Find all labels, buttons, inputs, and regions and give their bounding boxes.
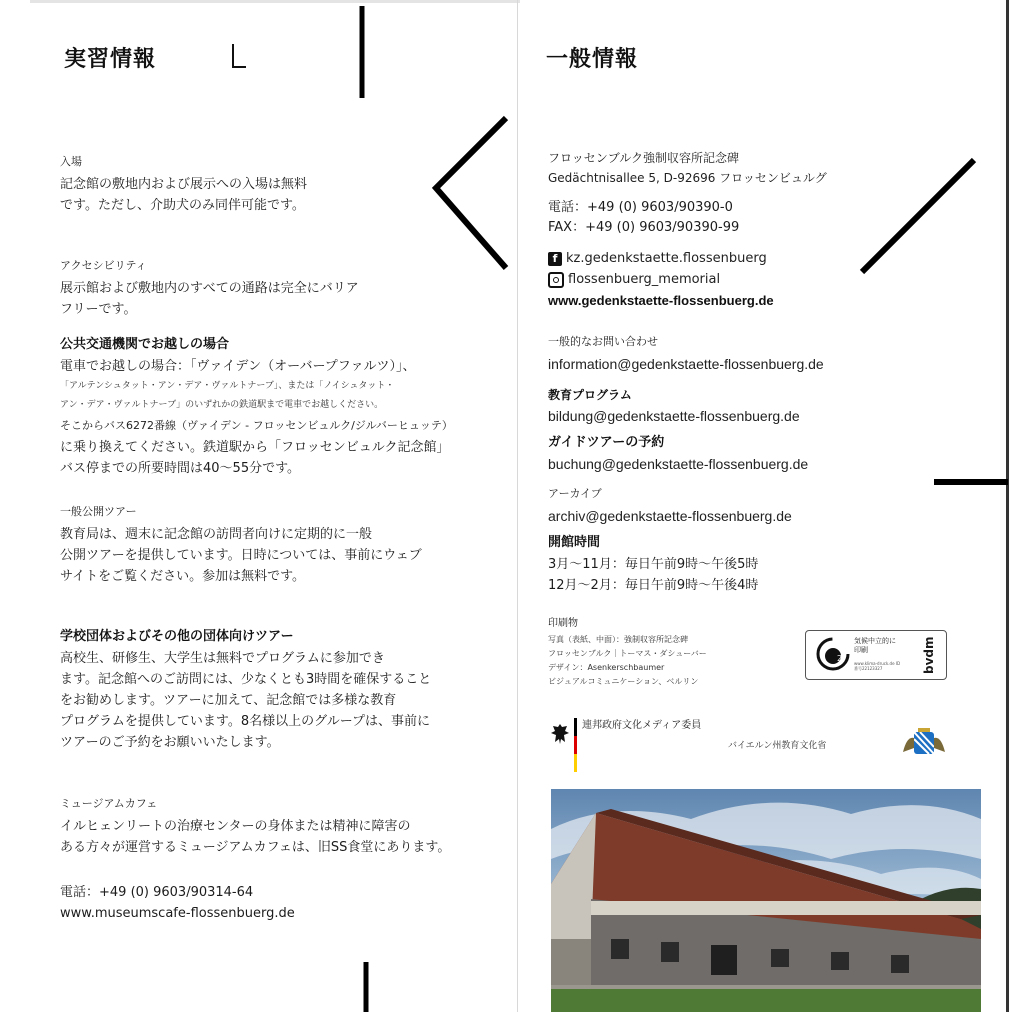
address-section <box>548 150 988 312</box>
imprint-label: 印刷物 <box>548 618 578 629</box>
contact-booking-email[interactable]: buchung@gedenkstaette-flossenbuerg.de <box>548 456 809 472</box>
svg-text:2: 2 <box>837 654 843 663</box>
transport-label: 公共交通機関でお越しの場合 <box>60 337 230 352</box>
school-tour-label: 学校団体およびその他の団体向けツアー <box>60 629 294 644</box>
memorial-phone: 電話：+49 (0) 9603/90390-0 <box>548 200 733 215</box>
opening-hours-line-1: 3月～11月：毎日午前9時～午後5時 <box>548 557 759 572</box>
bvdm-logo: bvdm <box>922 636 936 674</box>
contact-education-email[interactable]: bildung@gedenkstaette-flossenbuerg.de <box>548 408 800 424</box>
bavaria-sponsor-text: バイエルン州教育文化省 <box>728 741 827 751</box>
left-page-heading: 実習情報 <box>64 47 157 72</box>
cafe-phone: 電話：+49 (0) 9603/90314-64 <box>60 885 254 900</box>
transport-section <box>60 336 490 479</box>
admission-label: 入場 <box>60 155 82 168</box>
federal-eagle-icon <box>550 722 570 746</box>
memorial-website[interactable]: www.gedenkstaette-flossenbuerg.de <box>548 293 774 308</box>
page-right-edge <box>1006 0 1009 1012</box>
instagram-row[interactable] <box>548 269 988 290</box>
accessibility-text: 展示館および敷地内のすべての通路は完全にバリア フリーです。 <box>60 281 359 317</box>
facebook-row[interactable] <box>548 248 988 269</box>
admission-section <box>60 154 490 216</box>
climate-badge-text: 気候中立的に 印刷 <box>854 637 896 654</box>
transport-line-4: に乗り換えてください。鉄道駅から「フロッセンビュルク記念館」 バス停までの所要時間は40～55分です。 <box>60 440 450 476</box>
school-tour-section <box>60 628 490 753</box>
contact-archive-email[interactable]: archiv@gedenkstaette-flossenbuerg.de <box>548 508 792 524</box>
transport-line-3: そこからバス6272番線（ヴァイデン - フロッセンビュルク/ジルバーヒュッテ） <box>60 419 453 432</box>
contact-general-label: 一般的なお問い合わせ <box>548 335 658 348</box>
opening-hours <box>548 534 988 596</box>
imprint-section <box>548 616 798 689</box>
memorial-street: Gedächtnisallee 5, D-92696 フロッセンビュルグ <box>548 171 827 185</box>
contact-booking-label: ガイドツアーの予約 <box>548 435 665 450</box>
memorial-name: フロッセンブルク強制収容所記念碑 <box>548 151 740 165</box>
accessibility-label: アクセシビリティ <box>60 259 147 272</box>
federal-sponsor-text: 連邦政府文化メディア委員 <box>582 720 702 731</box>
bavaria-crest-icon <box>900 728 948 758</box>
contact-archive <box>548 486 988 526</box>
climate-badge-id: www.klima-druck.de ID 番号22123327 <box>854 661 901 671</box>
memorial-building-photo <box>551 789 981 1012</box>
cafe-label: ミュージアムカフェ <box>60 797 158 810</box>
facebook-handle: kz.gedenkstaette.flossenbuerg <box>566 251 767 266</box>
instagram-icon <box>548 272 564 288</box>
cafe-text: イルヒェンリートの治療センターの身体または精神に障害の ある方々が運営するミュージアムカフェは、旧SS食堂にあります。 <box>60 819 451 855</box>
contact-booking <box>548 434 988 474</box>
contact-education <box>548 386 988 426</box>
school-tour-text: 高校生、研修生、大学生は無料でプログラムに参加でき ます。記念館へのご訪問には、少なくとも3時間を確保すること をお勧めします。ツアーに加えて、記念館では多様な教育 プログラムを提供しています。8名様以上のグループは、事前に ツアーのご予約をお願いいたします。 <box>60 651 432 750</box>
instagram-handle: flossenbuerg_memorial <box>568 272 721 287</box>
transport-line-1: 電車でお越しの場合：「ヴァイデン（オーバープファルツ）」、 <box>60 359 416 374</box>
admission-text: 記念館の敷地内および展示への入場は無料 です。ただし、介助犬のみ同伴可能です。 <box>60 177 308 213</box>
right-page-heading: 一般情報 <box>546 47 639 72</box>
page-top-edge <box>30 0 520 3</box>
contact-general-email[interactable]: information@gedenkstaette-flossenbuerg.de <box>548 356 824 372</box>
cafe-section <box>60 796 490 924</box>
contact-education-label: 教育プログラム <box>548 388 632 402</box>
accessibility-section <box>60 258 490 320</box>
public-tour-label: 一般公開ツアー <box>60 505 137 518</box>
facebook-icon: f <box>548 252 562 266</box>
german-flag-bar <box>574 718 577 772</box>
transport-line-2: 「アルテンシュタット・アン・デア・ヴァルトナーブ」、または「ノイシュタット・ アン・デア・ヴァルトナーブ」のいずれかの鉄道駅まで電車でお越しください。 <box>60 381 395 410</box>
public-tour-text: 教育局は、週末に記念館の訪問者向けに定期的に一般 公開ツアーを提供しています。日時については、事前にウェブ サイトをご覧ください。参加は無料です。 <box>60 527 422 584</box>
contact-general <box>548 334 988 374</box>
opening-hours-line-2: 12月～2月：毎日午前9時～午後4時 <box>548 578 759 593</box>
memorial-fax: FAX：+49 (0) 9603/90390-99 <box>548 220 740 235</box>
public-tour-section <box>60 504 490 587</box>
page-fold <box>517 0 518 1012</box>
contact-archive-label: アーカイブ <box>548 487 602 500</box>
text-cursor-mark <box>232 44 234 68</box>
imprint-text: 写真（表紙、中面）：強制収容所記念碑 フロッセンブルク｜トーマス・ダシューバー デザイン：Asenkerschbaumer ビジュアルコミュニケーション、ベルリン <box>548 635 707 686</box>
climate-logo-icon <box>816 637 850 671</box>
cafe-url[interactable]: www.museumscafe-flossenbuerg.de <box>60 906 295 921</box>
climate-neutral-badge <box>805 630 947 680</box>
opening-hours-label: 開館時間 <box>548 535 601 550</box>
